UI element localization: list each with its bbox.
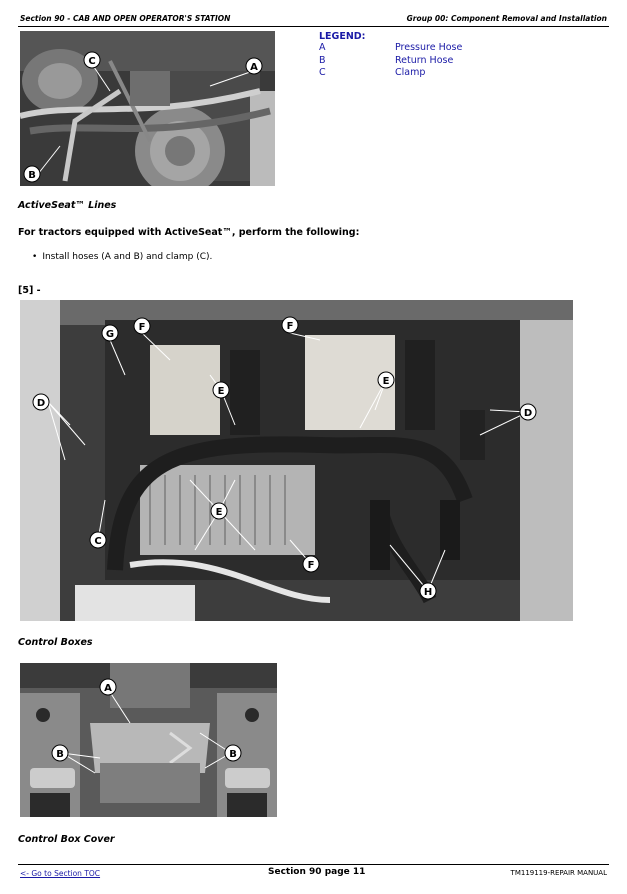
- control-box-cover-photo: [20, 663, 277, 817]
- activeseat-lines-photo: [20, 31, 275, 186]
- callout-b: [52, 745, 68, 761]
- svg-text:B: B: [28, 170, 36, 181]
- legend-row: [319, 42, 462, 55]
- svg-text:B: B: [56, 749, 64, 760]
- legend-label: Pressure Hose: [395, 42, 463, 53]
- svg-text:G: G: [105, 329, 115, 340]
- group-header: Group 00: Component Removal and Installation: [406, 14, 607, 23]
- svg-text:E: E: [215, 507, 223, 518]
- legend-key: B: [319, 54, 326, 66]
- legend-key: C: [319, 67, 326, 78]
- legend-key: A: [319, 42, 326, 53]
- callout-f: [282, 317, 298, 333]
- svg-text:A: A: [104, 683, 112, 694]
- bullet-item: • Install hoses (A and B) and clamp (C).: [32, 252, 212, 262]
- svg-text:D: D: [523, 408, 533, 419]
- instruction-text: For tractors equipped with ActiveSeat™, perform the following:: [18, 227, 360, 238]
- svg-text:C: C: [88, 56, 96, 67]
- step-number: [5] -: [18, 285, 41, 296]
- callout-b: [24, 166, 40, 182]
- callout-g: [102, 325, 118, 341]
- legend: [319, 31, 462, 80]
- figure-caption-activeseat: ActiveSeat™ Lines: [18, 200, 117, 211]
- svg-text:B: B: [229, 749, 237, 760]
- figure-caption-control-box-cover: Control Box Cover: [18, 834, 115, 845]
- svg-text:D: D: [36, 398, 46, 409]
- svg-text:E: E: [217, 386, 225, 397]
- svg-text:A: A: [250, 62, 258, 73]
- legend-label: Return Hose: [395, 54, 454, 66]
- callout-c: [90, 532, 106, 548]
- callout-f: [303, 556, 319, 572]
- section-toc-link[interactable]: <- Go to Section TOC: [20, 869, 101, 878]
- footer-rule: [18, 864, 609, 865]
- callout-d: [520, 404, 536, 420]
- control-boxes-photo: [20, 300, 573, 621]
- svg-text:C: C: [94, 536, 102, 547]
- legend-row: [319, 55, 462, 68]
- callout-a: [100, 679, 116, 695]
- svg-text:H: H: [423, 587, 433, 598]
- svg-text:F: F: [138, 322, 146, 333]
- callout-e: [211, 503, 227, 519]
- svg-text:E: E: [382, 376, 390, 387]
- figure-caption-control-boxes: Control Boxes: [18, 637, 93, 648]
- callout-f: [134, 318, 150, 334]
- callout-d: [33, 394, 49, 410]
- page-number: Section 90 page 11: [268, 867, 366, 877]
- legend-row: [319, 67, 462, 80]
- header-rule: [18, 26, 609, 27]
- section-header: Section 90 - CAB AND OPEN OPERATOR'S STATION: [20, 14, 231, 23]
- callout-b: [225, 745, 241, 761]
- legend-label: Clamp: [395, 67, 426, 78]
- manual-id: TM119119-REPAIR MANUAL: [510, 869, 607, 877]
- svg-text:F: F: [307, 560, 315, 571]
- callout-e: [213, 382, 229, 398]
- legend-title: LEGEND:: [319, 31, 366, 42]
- callout-a: [246, 58, 262, 74]
- callout-h: [420, 583, 436, 599]
- svg-text:F: F: [286, 321, 294, 332]
- callout-e: [378, 372, 394, 388]
- callout-c: [84, 52, 100, 68]
